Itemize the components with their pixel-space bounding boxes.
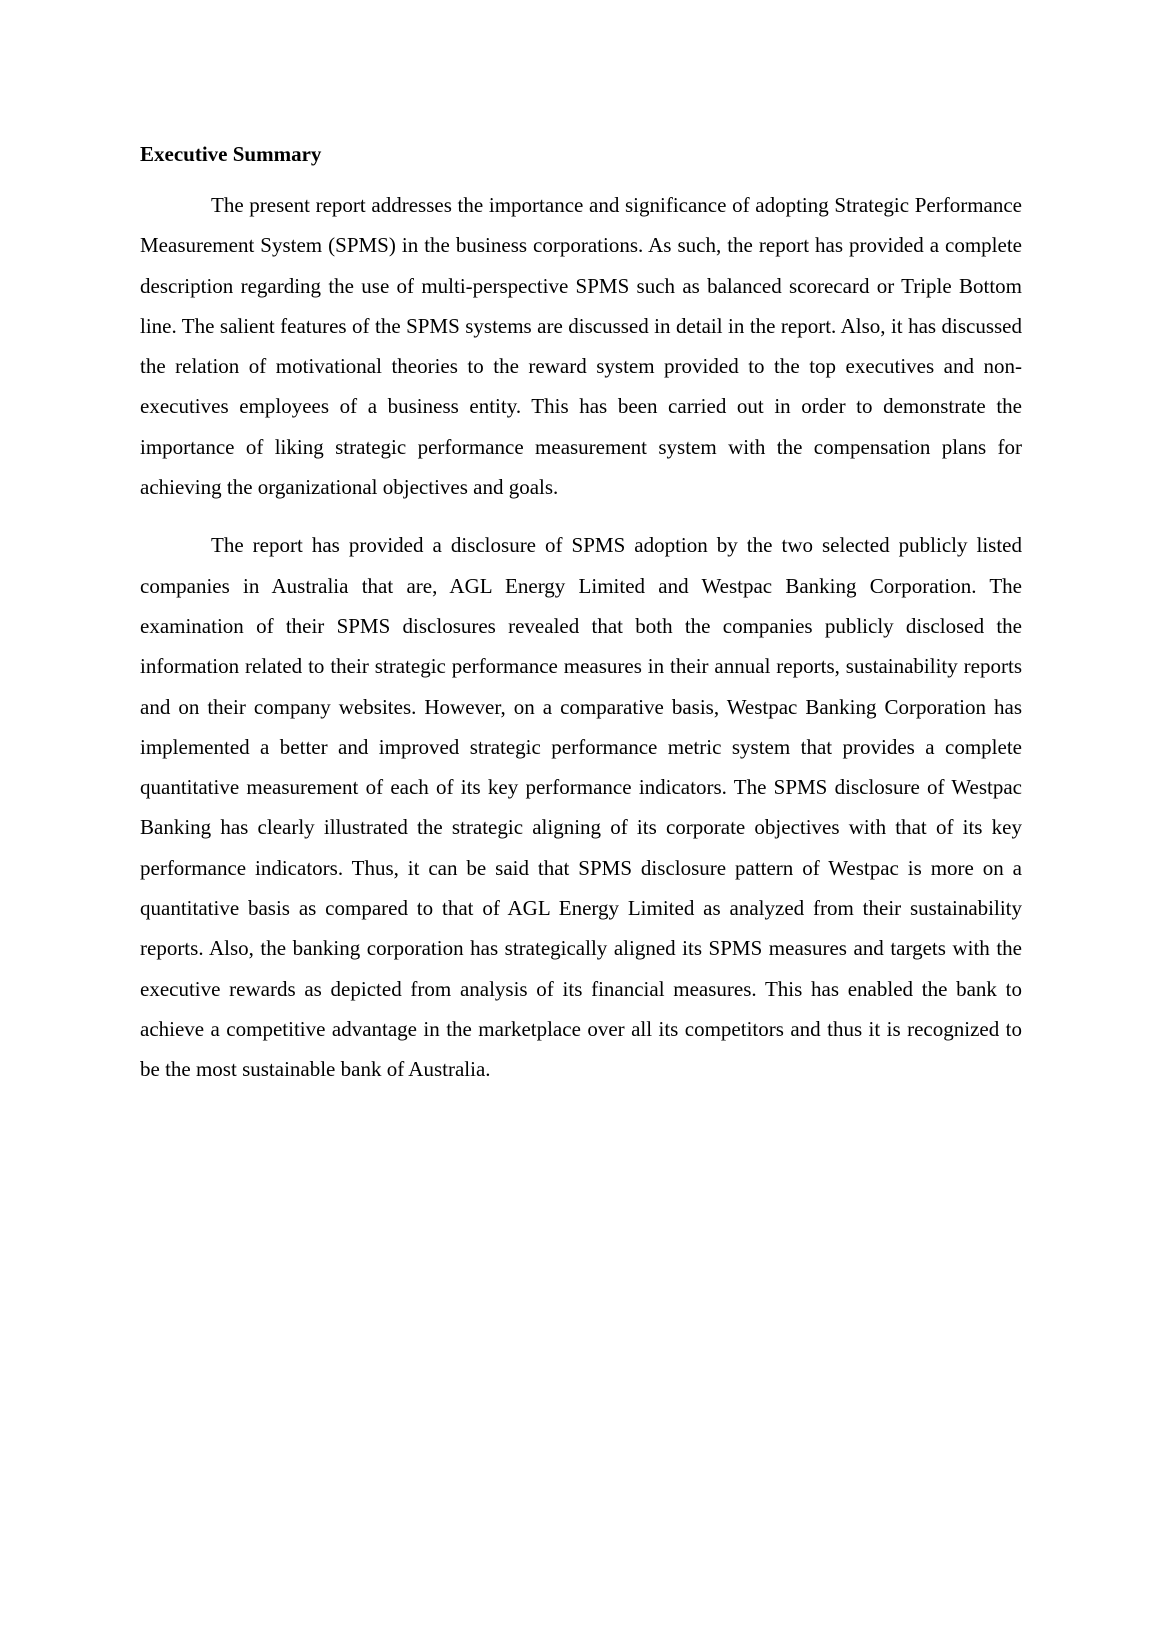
paragraph-1: The present report addresses the importance and significance of adopting Strategic Performance Measurement System (SPMS) in the business corporations. As such, the report has provided a complete description regarding the use of multi-perspective SPMS such as balanced scorecard or Triple Bottom line. The salient features of the SPMS systems are discussed in detail in the report. Also, it has discussed the relation of motivational theories to the reward system provided to the top executives and non-executives employees of a business entity. This has been carried out in order to demonstrate the importance of liking strategic performance measurement system with the compensation plans for achieving the organizational objectives and goals. — [140, 193, 1022, 500]
section-heading: Executive Summary — [140, 142, 322, 166]
paragraph-2: The report has provided a disclosure of SPMS adoption by the two selected publicly listed companies in Australia that are, AGL Energy Limited and Westpac Banking Corporation. The examination of their SPMS disclosures revealed that both the companies publicly disclosed the information related to their strategic performance measures in their annual reports, sustainability reports and on their company websites. However, on a comparative basis, Westpac Banking Corporation has implemented a better and improved strategic performance metric system that provides a complete quantitative measurement of each of its key performance indicators. The SPMS disclosure of Westpac Banking has clearly illustrated the strategic aligning of its corporate objectives with that of its key performance indicators. Thus, it can be said that SPMS disclosure pattern of Westpac is more on a quantitative basis as compared to that of AGL Energy Limited as analyzed from their sustainability reports. Also, the banking corporation has strategically aligned its SPMS measures and targets with the executive rewards as depicted from analysis of its financial measures. This has enabled the bank to achieve a competitive advantage in the marketplace over all its competitors and thus it is recognized to be the most sustainable bank of Australia. — [140, 533, 1022, 1082]
document-body — [140, 136, 1022, 1108]
